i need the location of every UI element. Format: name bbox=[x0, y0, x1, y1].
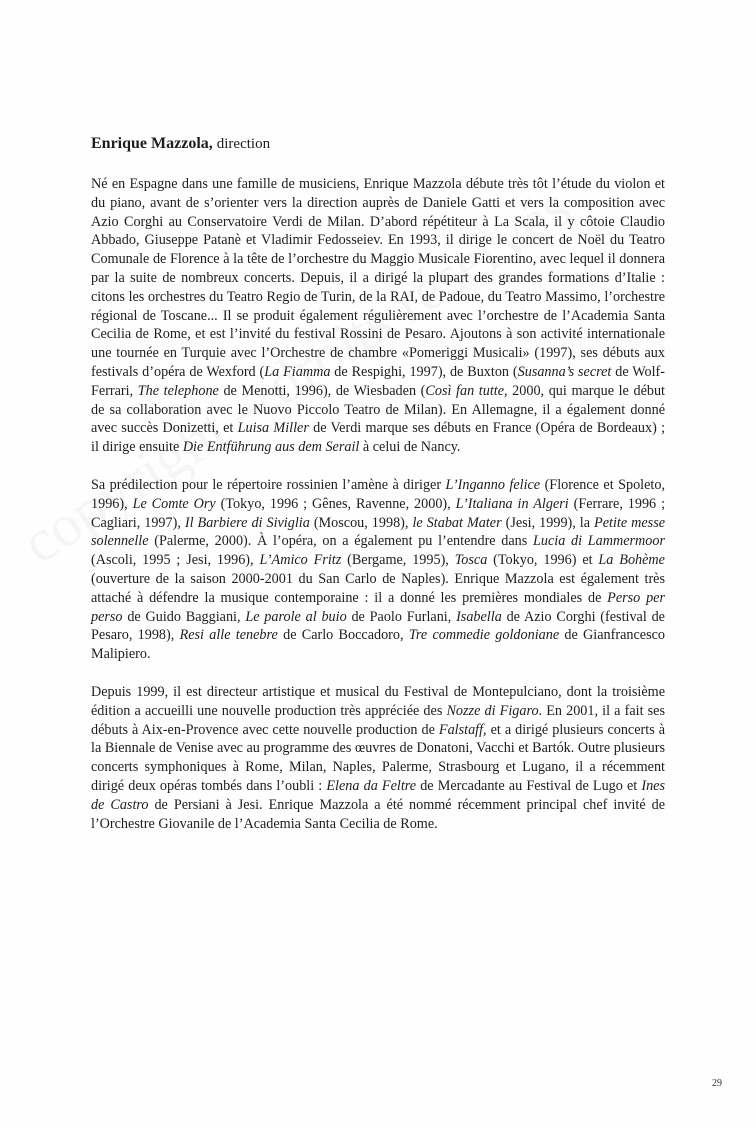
text-run: (Florence et Spoleto, 1996), bbox=[91, 476, 666, 512]
text-run: à celui de Nancy. bbox=[359, 439, 461, 456]
work-title: Le parole al buio bbox=[245, 608, 347, 625]
article-body bbox=[91, 133, 665, 852]
work-title: Elena da Feltre bbox=[326, 777, 417, 794]
work-title: L’Inganno felice bbox=[445, 476, 541, 493]
work-title: Ines de Castro bbox=[91, 777, 665, 813]
text-run: Sa prédilection pour le répertoire rossinien l’amène à diriger bbox=[91, 476, 446, 493]
text-run: (Tokyo, 1996) et bbox=[487, 552, 599, 569]
text-run: (ouverture de la saison 2000-2001 du San Carlo de Naples). Enrique Mazzola est également très attaché à défendre la musique contemporaine : il a donné les premières mondiales de bbox=[91, 570, 665, 606]
text-run: de Gianfrancesco Malipiero. bbox=[91, 627, 665, 663]
work-title: Così fan tutte bbox=[425, 382, 504, 399]
text-run: . En 2001, il a fait ses débuts à Aix-en-Provence avec cette nouvelle production de bbox=[91, 702, 665, 738]
text-run: de Persiani à Jesi. Enrique Mazzola a été nommé récemment principal chef invité de l’Orchestre Giovanile de l’Academia Santa Cecilia de Rome. bbox=[91, 796, 666, 832]
text-run: (Bergame, 1995), bbox=[341, 552, 455, 569]
work-title: Luisa Miller bbox=[237, 420, 309, 437]
artist-role: direction bbox=[216, 136, 271, 152]
text-run: de Guido Baggiani, bbox=[122, 608, 246, 625]
artist-name: Enrique Mazzola, bbox=[91, 135, 213, 152]
text-run: (Palerme, 2000). À l’opéra, on a également pu l’entendre dans bbox=[148, 533, 533, 550]
work-title: Nozze di Figaro bbox=[446, 702, 539, 719]
text-run: de Carlo Boccadoro, bbox=[277, 627, 409, 644]
work-title: Resi alle tenebre bbox=[179, 627, 278, 644]
work-title: Petite messe solennelle bbox=[91, 514, 666, 550]
paragraph-3 bbox=[91, 683, 665, 833]
text-run: (Ferrare, 1996 ; Cagliari, 1997), bbox=[91, 495, 666, 531]
work-title: L’Amico Fritz bbox=[259, 552, 342, 569]
text-run: de Mercadante au Festival de Lugo et bbox=[416, 777, 642, 794]
text-run: (Moscou, 1998), bbox=[309, 514, 413, 531]
work-title: Isabella bbox=[456, 608, 502, 625]
article-heading bbox=[91, 133, 665, 155]
text-run: de Wolf-Ferrari, bbox=[91, 363, 665, 399]
work-title: le Stabat Mater bbox=[412, 514, 502, 531]
work-title: Susanna’s secret bbox=[517, 363, 612, 380]
text-run: de Verdi marque ses débuts en France (Opéra de Bordeaux) ; il dirige ensuite bbox=[91, 420, 666, 456]
work-title: Le Comte Ory bbox=[132, 495, 216, 512]
text-run: (Tokyo, 1996 ; Gênes, Ravenne, 2000), bbox=[215, 495, 456, 512]
text-run: (Jesi, 1999), la bbox=[501, 514, 595, 531]
paragraph-1 bbox=[91, 175, 665, 457]
paragraph-2 bbox=[91, 476, 665, 664]
text-run: Depuis 1999, il est directeur artistique et musical du Festival de Montepulciano, dont la troisième édition a accueilli une nouvelle production très appréciée des bbox=[91, 683, 665, 719]
work-title: Tre commedie goldoniane bbox=[408, 627, 560, 644]
work-title: Die Entführung aus dem Serail bbox=[182, 439, 360, 456]
work-title: Lucia di Lammermoor bbox=[533, 533, 665, 550]
work-title: Falstaff, bbox=[438, 721, 487, 738]
text-run: (Ascoli, 1995 ; Jesi, 1996), bbox=[91, 552, 260, 569]
work-title: La Bohème bbox=[598, 552, 665, 569]
work-title: The telephone bbox=[137, 382, 219, 399]
work-title: Il Barbiere di Siviglia bbox=[184, 514, 310, 531]
text-run: de Azio Corghi (festival de Pesaro, 1998), bbox=[91, 608, 665, 644]
work-title: L’Italiana in Algeri bbox=[455, 495, 569, 512]
text-run: de Menotti, 1996), de Wiesbaden ( bbox=[218, 382, 426, 399]
page-number: 29 bbox=[712, 1078, 722, 1089]
text-run: de Respighi, 1997), de Buxton ( bbox=[330, 363, 518, 380]
work-title: Tosca bbox=[454, 552, 488, 569]
text-run: de Paolo Furlani, bbox=[346, 608, 457, 625]
text-run: , 2000, qui marque le début de sa collaboration avec le Nuovo Piccolo Teatro de Milan). En Allemagne, il a également donné avec succès Donizetti, et bbox=[91, 382, 665, 437]
work-title: Perso per perso bbox=[91, 589, 665, 625]
text-run: et a dirigé plusieurs concerts à la Biennale de Venise avec au programme des œuvres de Donatoni, Vacchi et Bartók. Outre plusieurs concerts symphoniques à Rome, Milan, Naples, Palerme, Strasbourg et Lugano, il a récemment dirigé deux opéras tombés dans l’oubli : bbox=[91, 721, 666, 794]
text-run: Né en Espagne dans une famille de musiciens, Enrique Mazzola débute très tôt l’étude du violon et du piano, avant de s’orienter vers la direction auprès de Daniele Gatti et vers la composition avec Azio Corghi au Conservatoire Verdi de Milan. D’abord répétiteur à La Scala, il y côtoie Claudio Abbado, Giuseppe Patanè et Vladimir Fedosseiev. En 1993, il dirige le concert de Noël du Teatro Comunale de Florence à la tête de l’orchestre du Maggio Musicale Fiorentino, avec lequel il donnera par la suite de nombreux concerts. Depuis, il a dirigé la plupart des grandes formations d’Italie : citons les orchestres du Teatro Regio de Turin, de la RAI, de Padoue, du Teatro Massimo, l’orchestre régional de Toscane... Il se produit également régulièrement avec l’orchestre de l’Academia Santa Cecilia de Rome, et est l’invité du festival Rossini de Pesaro. Ajoutons à son activité internationale une tournée en Turquie avec l’Orchestre de chambre «Pomeriggi Musicali» (1997), ses débuts aux festivals d’opéra de Wexford ( bbox=[91, 176, 665, 380]
work-title: La Fiamma bbox=[264, 363, 331, 380]
